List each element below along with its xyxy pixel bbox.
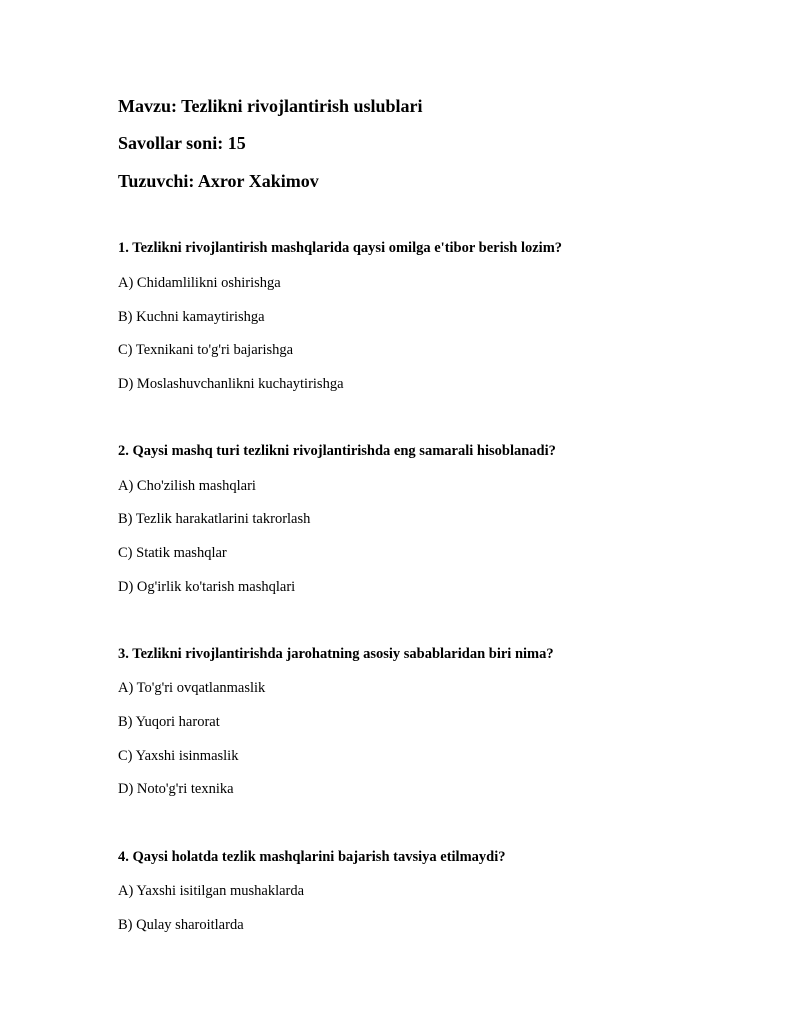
question-3: 3. Tezlikni rivojlantirishda jarohatning asosiy sabablaridan biri nima? xyxy=(118,646,554,662)
author-line: Tuzuvchi: Axror Xakimov xyxy=(118,171,319,191)
question-3-option-a: A) To'g'ri ovqatlanmaslik xyxy=(118,680,266,696)
question-2-option-a: A) Cho'zilish mashqlari xyxy=(118,478,256,494)
question-4: 4. Qaysi holatda tezlik mashqlarini bajarish tavsiya etilmaydi? xyxy=(118,849,506,865)
question-2-option-c: C) Statik mashqlar xyxy=(118,545,227,561)
question-1-option-a: A) Chidamlilikni oshirishga xyxy=(118,275,281,291)
question-4-option-a: A) Yaxshi isitilgan mushaklarda xyxy=(118,883,305,899)
question-4-option-b: B) Qulay sharoitlarda xyxy=(118,917,244,933)
question-3-option-c: C) Yaxshi isinmaslik xyxy=(118,748,239,764)
topic-line: Mavzu: Tezlikni rivojlantirish uslublari xyxy=(118,96,423,116)
question-2-option-d: D) Og'irlik ko'tarish mashqlari xyxy=(118,579,296,595)
question-1-option-d: D) Moslashuvchanlikni kuchaytirishga xyxy=(118,376,344,392)
question-2-option-b: B) Tezlik harakatlarini takrorlash xyxy=(118,511,311,527)
question-1: 1. Tezlikni rivojlantirish mashqlarida qaysi omilga e'tibor berish lozim? xyxy=(118,240,563,256)
question-1-option-c: C) Texnikani to'g'ri bajarishga xyxy=(118,342,294,358)
question-3-option-d: D) Noto'g'ri texnika xyxy=(118,781,234,797)
question-1-option-b: B) Kuchni kamaytirishga xyxy=(118,309,265,325)
question-2: 2. Qaysi mashq turi tezlikni rivojlantirishda eng samarali hisoblanadi? xyxy=(118,443,556,459)
question-3-option-b: B) Yuqori harorat xyxy=(118,714,220,730)
question-count-line: Savollar soni: 15 xyxy=(118,133,246,153)
